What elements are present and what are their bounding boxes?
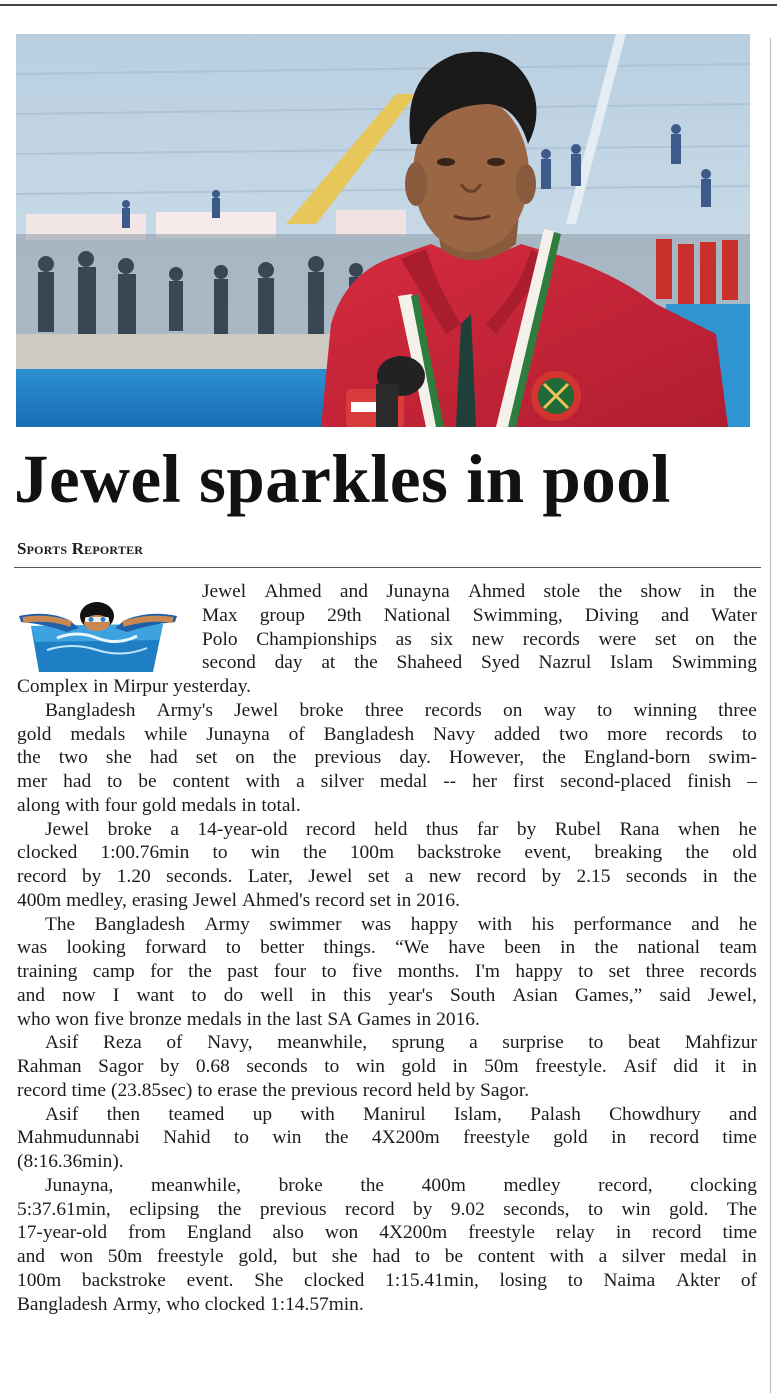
body-line: Junayna, meanwhile, broke the 400m medley record, clocking	[45, 1174, 757, 1196]
body-line: the two she had set on the previous day. However, the England-born swim-	[17, 747, 757, 769]
body-line: Bangladesh Army, who clocked 1:14.57min.	[17, 1293, 364, 1315]
body-line: 100m backstroke event. She clocked 1:15.41min, losing to Naima Akter of	[17, 1269, 757, 1291]
body-line: Bangladesh Army's Jewel broke three records on way to winning three	[45, 699, 757, 721]
body-line: 17-year-old from England also won 4X200m freestyle relay in record time	[17, 1222, 757, 1244]
body-line: Jewel Ahmed and Junayna Ahmed stole the show in the	[202, 581, 757, 602]
article-photo	[16, 34, 750, 427]
body-line: Rahman Sagor by 0.68 seconds to win gold in 50m freestyle. Asif did it in	[17, 1056, 757, 1077]
body-line: The Bangladesh Army swimmer was happy with his performance and he	[45, 913, 757, 935]
body-line: Asif Reza of Navy, meanwhile, sprung a surprise to beat Mahfizur	[45, 1032, 757, 1054]
column-divider	[770, 38, 771, 1393]
body-line: Polo Championships as six new records were set on the	[202, 628, 757, 650]
byline: Sports Reporter	[17, 539, 144, 558]
body-line: was looking forward to better things. “We have been in the national team	[17, 937, 757, 959]
body-line: training camp for the past four to five months. I'm happy to set three records	[17, 961, 757, 982]
body-line: record by 1.20 seconds. Later, Jewel set a new record by 2.15 seconds in the	[17, 866, 757, 887]
body-line: Complex in Mirpur yesterday.	[17, 676, 252, 697]
swimmer-icon	[17, 590, 181, 674]
body-line: 5:37.61min, eclipsing the previous record by 9.02 seconds, to win gold. The	[17, 1198, 757, 1220]
body-line: Mahmudunnabi Nahid to win the 4X200m freestyle gold in record time	[17, 1127, 757, 1149]
body-line: record time (23.85sec) to erase the previous record held by Sagor.	[17, 1079, 530, 1101]
body-line: (8:16.36min).	[17, 1151, 124, 1172]
body-line: 400m medley, erasing Jewel Ahmed's record set in 2016.	[17, 889, 460, 911]
body-line: along with four gold medals in total.	[17, 794, 301, 816]
body-line: mer had to be content with a silver medal -- her first second-placed finish –	[17, 771, 757, 792]
body-line: gold medals while Junayna of Bangladesh Navy added two more records to	[17, 723, 757, 745]
byline-rule	[14, 567, 761, 568]
headline: Jewel sparkles in pool	[14, 441, 671, 517]
body-line: and won 50m freestyle gold, but she had to be content with a silver medal in	[17, 1246, 757, 1267]
body-line: who won five bronze medals in the last SA Games in 2016.	[17, 1008, 480, 1030]
body-line: Jewel broke a 14-year-old record held thus far by Rubel Rana when he	[45, 818, 757, 840]
body-line: Asif then teamed up with Manirul Islam, Palash Chowdhury and	[45, 1103, 757, 1125]
body-line: clocked 1:00.76min to win the 100m backstroke event, breaking the old	[17, 842, 757, 864]
body-line: second day at the Shaheed Syed Nazrul Islam Swimming	[202, 652, 757, 674]
page-top-rule	[0, 4, 777, 6]
body-line: and now I want to do well in this year's South Asian Games,” said Jewel,	[17, 984, 757, 1006]
body-line: Max group 29th National Swimming, Diving and Water	[202, 604, 757, 626]
